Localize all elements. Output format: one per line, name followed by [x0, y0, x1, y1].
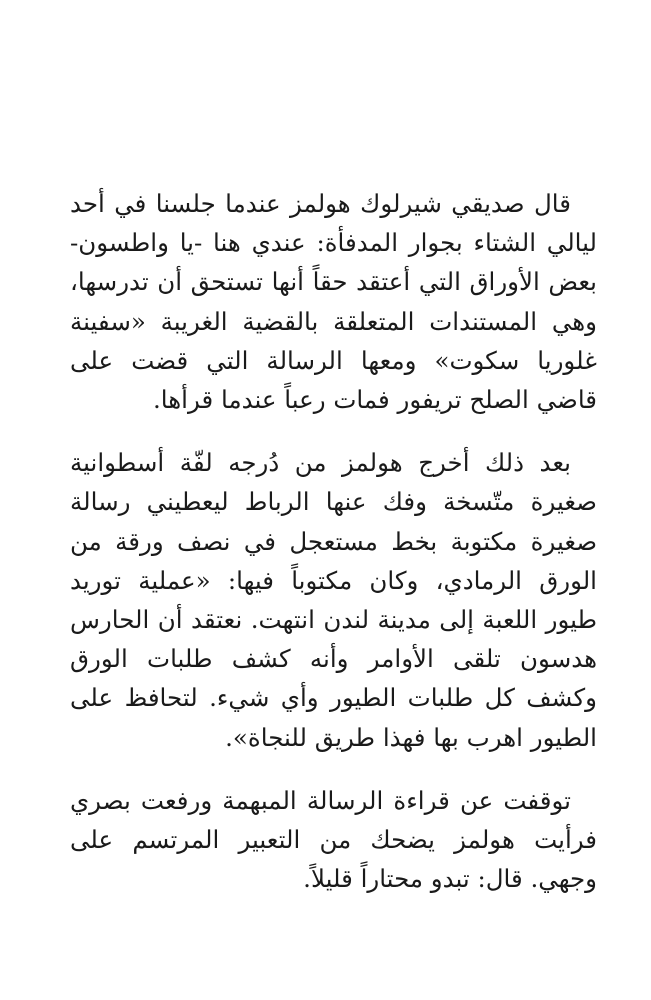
paragraph: بعد ذلك أخرج هولمز من دُرجه لفّة أسطوانية صغيرة متّسخة وفك عنها الرباط ليعطيني رسالة صغيرة مكتوبة بخط مستعجل في نصف ورقة من الورق الرمادي، وكان مكتوباً فيها: «عملية توريد طيور اللعبة إلى مدينة لندن انتهت. نعتقد أن الحارس هدسون تلقى الأوامر وأنه كشف طلبات الورق وكشف كل طلبات الطيور وأي شيء. لتحافظ على الطيور اهرب بها فهذا طريق للنجاة».: [70, 448, 597, 752]
text-body: [70, 184, 597, 898]
paragraph: قال صديقي شيرلوك هولمز عندما جلسنا في أحد ليالي الشتاء بجوار المدفأة: عندي هنا -يا واطسون- بعض الأوراق التي أعتقد حقاً أنها تستحق أن تدرسها، وهي المستندات المتعلقة بالقضية الغريبة «سفينة غلوريا سكوت» ومعها الرسالة التي قضت على قاضي الصلح تريفور فمات رعباً عندما قرأها.: [70, 189, 597, 415]
paragraph: توقفت عن قراءة الرسالة المبهمة ورفعت بصري فرأيت هولمز يضحك من التعبير المرتسم على وجهي. قال: تبدو محتاراً قليلاً.: [70, 785, 597, 894]
